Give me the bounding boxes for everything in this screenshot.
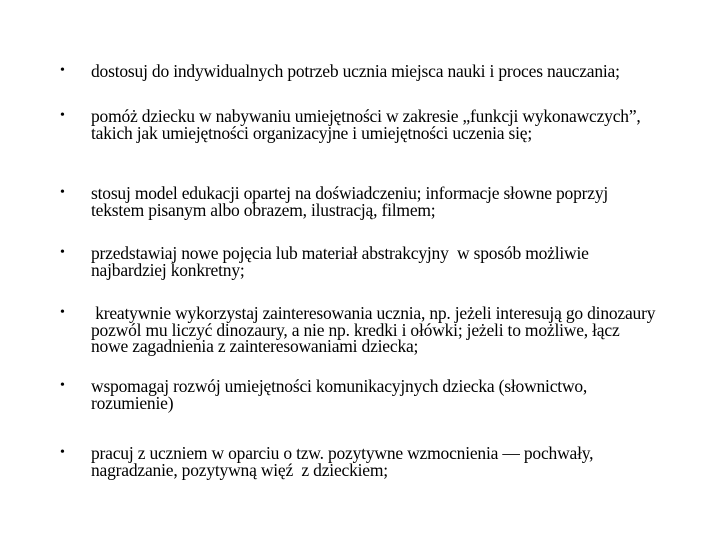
list-item: [58, 108, 658, 141]
bullet-icon: •: [60, 185, 65, 200]
list-item: [58, 378, 658, 411]
list-item: [58, 63, 658, 80]
bullet-icon: •: [60, 63, 65, 78]
list-item-text: pomóż dziecku w nabywaniu umiejętności w zakresie „funkcji wykonawczych”, takich jak umiejętności organizacyjne i umiejętności uczenia się;: [91, 106, 645, 143]
bullet-icon: •: [60, 445, 65, 460]
list-item: [58, 305, 658, 355]
bullet-icon: •: [60, 378, 65, 393]
list-item-text: przedstawiaj nowe pojęcia lub materiał abstrakcyjny w sposób możliwie najbardziej konkretny;: [91, 243, 593, 280]
bullet-icon: •: [60, 305, 65, 320]
list-item-text: pracuj z uczniem w oparciu o tzw. pozytywne wzmocnienia — pochwały, nagradzanie, pozytywną więź z dzieckiem;: [91, 443, 598, 480]
bullet-icon: •: [60, 108, 65, 123]
list-item: [58, 185, 658, 218]
list-item: [58, 245, 658, 278]
list-item-text: stosuj model edukacji opartej na doświadczeniu; informacje słowne poprzyj tekstem pisanym albo obrazem, ilustracją, filmem;: [91, 183, 613, 220]
bullet-icon: •: [60, 245, 65, 260]
list-item: [58, 445, 658, 478]
list-item-text: wspomagaj rozwój umiejętności komunikacyjnych dziecka (słownictwo, rozumienie): [91, 376, 592, 413]
list-item-text: kreatywnie wykorzystaj zainteresowania ucznia, np. jeżeli interesują go dinozaury pozwól mu liczyć dinozaury, a nie np. kredki i ołówki; jeżeli to możliwe, łącz nowe zagadnienia z zainteresowaniami dziecka;: [91, 303, 660, 356]
list-item-text: dostosuj do indywidualnych potrzeb ucznia miejsca nauki i proces nauczania;: [91, 61, 620, 81]
